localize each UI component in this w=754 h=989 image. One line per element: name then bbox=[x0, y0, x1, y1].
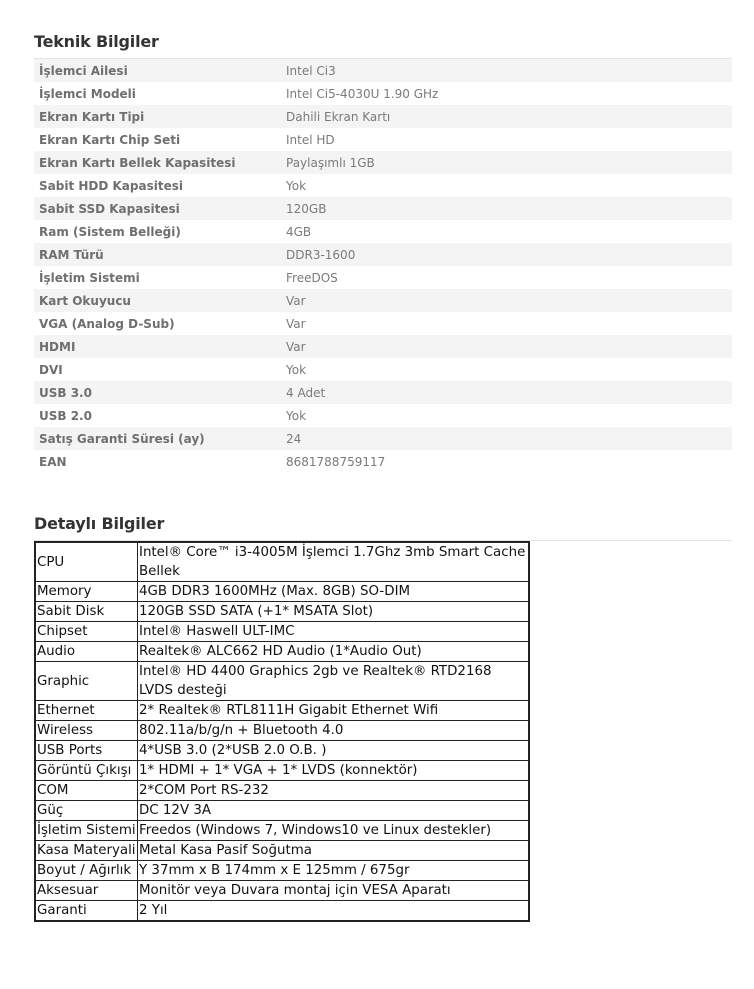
table-row bbox=[34, 243, 732, 266]
spec-label: Kart Okuyucu bbox=[34, 289, 281, 312]
detailed-info-title: Detaylı Bilgiler bbox=[34, 514, 165, 533]
detail-key: Boyut / Ağırlık bbox=[35, 861, 138, 881]
detail-value: 802.11a/b/g/n + Bluetooth 4.0 bbox=[138, 721, 530, 741]
table-row bbox=[34, 105, 732, 128]
spec-value: 24 bbox=[281, 427, 732, 450]
table-row bbox=[35, 602, 529, 622]
detail-key: İşletim Sistemi bbox=[35, 821, 138, 841]
spec-value: Var bbox=[281, 335, 732, 358]
spec-value: Yok bbox=[281, 358, 732, 381]
spec-value: Var bbox=[281, 312, 732, 335]
table-row bbox=[34, 197, 732, 220]
spec-value: Paylaşımlı 1GB bbox=[281, 151, 732, 174]
table-row bbox=[35, 542, 529, 582]
detail-value: 2* Realtek® RTL8111H Gigabit Ethernet Wifi bbox=[138, 701, 530, 721]
table-row bbox=[35, 821, 529, 841]
spec-label: VGA (Analog D-Sub) bbox=[34, 312, 281, 335]
detail-key: Görüntü Çıkışı bbox=[35, 761, 138, 781]
detail-value: 2 Yıl bbox=[138, 901, 530, 922]
table-row bbox=[35, 662, 529, 701]
detail-value: Monitör veya Duvara montaj için VESA Aparatı bbox=[138, 881, 530, 901]
spec-label: RAM Türü bbox=[34, 243, 281, 266]
spec-value: Dahili Ekran Kartı bbox=[281, 105, 732, 128]
detail-value: 4*USB 3.0 (2*USB 2.0 O.B. ) bbox=[138, 741, 530, 761]
detail-value: 2*COM Port RS-232 bbox=[138, 781, 530, 801]
spec-value: Var bbox=[281, 289, 732, 312]
table-row bbox=[34, 335, 732, 358]
detail-key: Wireless bbox=[35, 721, 138, 741]
table-row bbox=[35, 881, 529, 901]
spec-label: Satış Garanti Süresi (ay) bbox=[34, 427, 281, 450]
detail-value: Realtek® ALC662 HD Audio (1*Audio Out) bbox=[138, 642, 530, 662]
detail-key: Güç bbox=[35, 801, 138, 821]
spec-label: Ekran Kartı Chip Seti bbox=[34, 128, 281, 151]
spec-label: DVI bbox=[34, 358, 281, 381]
spec-label: Ekran Kartı Bellek Kapasitesi bbox=[34, 151, 281, 174]
spec-value: 4 Adet bbox=[281, 381, 732, 404]
spec-label: Sabit SSD Kapasitesi bbox=[34, 197, 281, 220]
table-row bbox=[34, 358, 732, 381]
spec-label: Ram (Sistem Belleği) bbox=[34, 220, 281, 243]
spec-label: EAN bbox=[34, 450, 281, 473]
table-row bbox=[35, 781, 529, 801]
table-row bbox=[34, 128, 732, 151]
spec-value: 4GB bbox=[281, 220, 732, 243]
spec-label: Ekran Kartı Tipi bbox=[34, 105, 281, 128]
table-row bbox=[34, 82, 732, 105]
table-row bbox=[35, 642, 529, 662]
detail-value: Y 37mm x B 174mm x E 125mm / 675gr bbox=[138, 861, 530, 881]
table-row bbox=[35, 701, 529, 721]
spec-label: USB 2.0 bbox=[34, 404, 281, 427]
detail-value: 120GB SSD SATA (+1* MSATA Slot) bbox=[138, 602, 530, 622]
detail-value: Intel® Haswell ULT-IMC bbox=[138, 622, 530, 642]
table-row bbox=[35, 841, 529, 861]
technical-specs-table bbox=[34, 59, 732, 473]
spec-value: DDR3-1600 bbox=[281, 243, 732, 266]
detail-key: Graphic bbox=[35, 662, 138, 701]
spec-label: İşlemci Modeli bbox=[34, 82, 281, 105]
table-row bbox=[35, 861, 529, 881]
table-row bbox=[35, 582, 529, 602]
detail-value: 1* HDMI + 1* VGA + 1* LVDS (konnektör) bbox=[138, 761, 530, 781]
spec-value: 8681788759117 bbox=[281, 450, 732, 473]
spec-value: Intel Ci3 bbox=[281, 59, 732, 82]
spec-label: USB 3.0 bbox=[34, 381, 281, 404]
spec-value: FreeDOS bbox=[281, 266, 732, 289]
table-row bbox=[34, 381, 732, 404]
table-row bbox=[35, 622, 529, 642]
detail-value: Metal Kasa Pasif Soğutma bbox=[138, 841, 530, 861]
detail-key: Aksesuar bbox=[35, 881, 138, 901]
table-row bbox=[35, 901, 529, 922]
table-row bbox=[34, 289, 732, 312]
spec-value: 120GB bbox=[281, 197, 732, 220]
table-row bbox=[35, 721, 529, 741]
detail-key: Memory bbox=[35, 582, 138, 602]
table-row bbox=[34, 59, 732, 82]
technical-specs-title: Teknik Bilgiler bbox=[34, 32, 159, 51]
detail-value: Intel® HD 4400 Graphics 2gb ve Realtek® RTD2168 LVDS desteği bbox=[138, 662, 530, 701]
detailed-info-table bbox=[34, 541, 530, 922]
detail-key: Ethernet bbox=[35, 701, 138, 721]
spec-value: Yok bbox=[281, 404, 732, 427]
detail-key: CPU bbox=[35, 542, 138, 582]
spec-value: Intel HD bbox=[281, 128, 732, 151]
table-row bbox=[34, 266, 732, 289]
detail-value: 4GB DDR3 1600MHz (Max. 8GB) SO-DIM bbox=[138, 582, 530, 602]
detail-value: DC 12V 3A bbox=[138, 801, 530, 821]
table-row bbox=[34, 404, 732, 427]
detail-key: COM bbox=[35, 781, 138, 801]
detail-key: USB Ports bbox=[35, 741, 138, 761]
spec-label: İşletim Sistemi bbox=[34, 266, 281, 289]
table-row bbox=[34, 220, 732, 243]
spec-value: Intel Ci5-4030U 1.90 GHz bbox=[281, 82, 732, 105]
table-row bbox=[34, 151, 732, 174]
table-row bbox=[34, 427, 732, 450]
table-row bbox=[35, 741, 529, 761]
table-row bbox=[35, 801, 529, 821]
detail-key: Kasa Materyali bbox=[35, 841, 138, 861]
detail-value: Freedos (Windows 7, Windows10 ve Linux destekler) bbox=[138, 821, 530, 841]
detail-key: Sabit Disk bbox=[35, 602, 138, 622]
detail-value: Intel® Core™ i3-4005M İşlemci 1.7Ghz 3mb Smart Cache Bellek bbox=[138, 542, 530, 582]
spec-label: İşlemci Ailesi bbox=[34, 59, 281, 82]
table-row bbox=[35, 761, 529, 781]
detail-key: Audio bbox=[35, 642, 138, 662]
spec-label: HDMI bbox=[34, 335, 281, 358]
detail-key: Garanti bbox=[35, 901, 138, 922]
detail-key: Chipset bbox=[35, 622, 138, 642]
table-row bbox=[34, 312, 732, 335]
spec-value: Yok bbox=[281, 174, 732, 197]
table-row bbox=[34, 174, 732, 197]
table-row bbox=[34, 450, 732, 473]
spec-label: Sabit HDD Kapasitesi bbox=[34, 174, 281, 197]
